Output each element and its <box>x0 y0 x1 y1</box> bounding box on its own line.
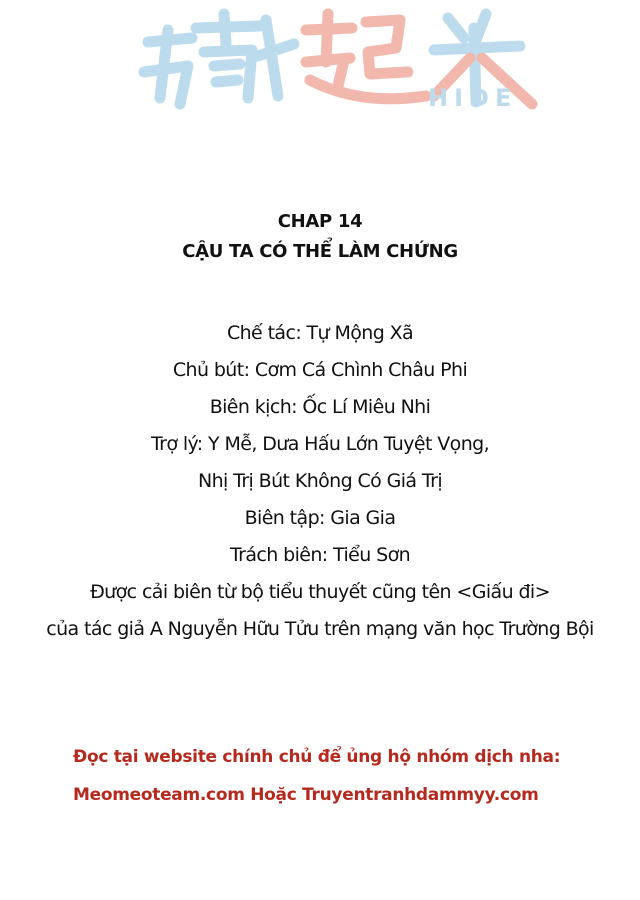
credit-chief-editor: Trách biên: Tiểu Sơn <box>229 544 411 566</box>
promo-websites: Meomeoteam.com Hoặc Truyentranhdammyy.com <box>73 785 539 805</box>
credit-producer: Chế tác: Tự Mộng Xã <box>226 322 414 344</box>
logo <box>130 0 550 130</box>
promo-block <box>73 738 633 814</box>
chapter-credits <box>0 207 640 648</box>
credit-assistants: Trợ lý: Y Mễ, Dưa Hấu Lớn Tuyệt Vọng, <box>150 433 490 455</box>
logo-hide-text: HIDE <box>428 84 518 112</box>
credit-editor: Biên tập: Gia Gia <box>244 507 396 529</box>
credit-author-note: của tác giả A Nguyễn Hữu Tửu trên mạng văn học Trường Bội <box>46 618 594 640</box>
credit-assistants-continued: Nhị Trị Bút Không Có Giá Trị <box>197 470 443 492</box>
credit-lead-artist: Chủ bút: Cơm Cá Chình Châu Phi <box>172 359 468 381</box>
promo-line: Đọc tại website chính chủ để ủng hộ nhóm dịch nha: <box>73 747 561 767</box>
chapter-number: CHAP 14 <box>277 211 363 232</box>
credit-adaptation-note: Được cải biên từ bộ tiểu thuyết cũng tên <Giấu đi> <box>90 581 550 603</box>
chapter-title: CẬU TA CÓ THỂ LÀM CHỨNG <box>182 241 458 262</box>
credit-screenwriter: Biên kịch: Ốc Lí Miêu Nhi <box>209 396 431 418</box>
